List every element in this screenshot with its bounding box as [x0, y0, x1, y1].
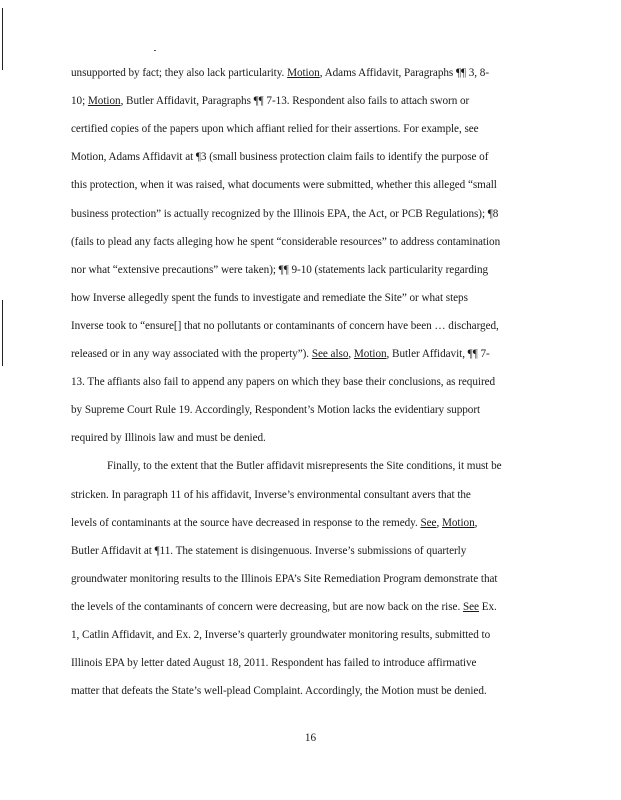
text-segment: , — [474, 516, 478, 529]
text-line — [71, 573, 497, 585]
text-segment: the levels of the contaminants of concern were decreasing, but are now back on the rise. — [71, 600, 463, 613]
underlined-citation: Motion — [441, 516, 475, 529]
text-segment: Finally, to the extent that the Butler affidavit misrepresents the Site conditions, it must be — [107, 460, 502, 473]
text-segment: Butler Affidavit at ¶11. The statement is disingenuous. Inverse’s submissions of quarterly — [71, 544, 467, 557]
text-segment: , Butler Affidavit, Paragraphs ¶¶ 7-13. Respondent also fails to attach sworn or — [120, 95, 470, 108]
text-segment: 10; — [71, 95, 88, 108]
text-segment: Illinois EPA by letter dated August 18, 2011. Respondent has failed to introduce affirmative — [71, 657, 477, 670]
underlined-citation: See also — [311, 348, 349, 360]
text-line — [71, 601, 497, 613]
text-line — [71, 432, 266, 444]
underlined-citation: Motion — [287, 67, 320, 79]
text-segment: , — [436, 516, 442, 529]
text-segment: certified copies of the papers upon which affiant relied for their assertions. For example, see — [71, 123, 479, 136]
text-segment: , Adams Affidavit, Paragraphs ¶¶ 3, 8- — [319, 67, 490, 79]
text-segment: groundwater monitoring results to the Illinois EPA’s Site Remediation Program demonstrate that — [71, 572, 498, 585]
underlined-citation: See — [462, 600, 479, 613]
text-line — [71, 685, 487, 697]
text-line — [71, 67, 489, 79]
text-segment: 1, Catlin Affidavit, and Ex. 2, Inverse’s quarterly groundwater monitoring results, submitted to — [71, 629, 491, 641]
text-segment: matter that defeats the State’s well-plead Complaint. Accordingly, the Motion must be denied. — [71, 685, 487, 698]
text-line — [71, 208, 498, 220]
text-segment: stricken. In paragraph 11 of his affidavit, Inverse’s environmental consultant avers that the — [71, 488, 471, 501]
scan-edge-mark-middle — [2, 300, 3, 366]
text-line — [71, 236, 500, 248]
text-line — [71, 264, 488, 276]
text-line — [71, 95, 469, 107]
text-line — [71, 545, 466, 557]
text-line — [71, 179, 497, 191]
scan-speck — [154, 50, 156, 51]
text-segment: nor what “extensive precautions” were taken); ¶¶ 9-10 (statements lack particularity regarding — [71, 263, 489, 276]
text-segment: Motion, Adams Affidavit at ¶3 (small business protection claim fails to identify the purpose of — [71, 151, 489, 164]
text-segment: Ex. — [478, 600, 497, 613]
text-segment: Inverse took to “ensure[] that no pollutants or contaminants of concern have been … discharged, — [71, 319, 499, 332]
text-line — [71, 151, 488, 163]
underlined-citation: Motion — [87, 95, 121, 108]
underlined-citation: Motion — [353, 348, 387, 360]
text-line — [71, 629, 490, 641]
page-number: 16 — [304, 732, 317, 744]
text-segment: levels of contaminants at the source have decreased in response to the remedy. — [71, 516, 421, 529]
text-line — [107, 460, 502, 472]
text-line — [71, 123, 479, 135]
text-line — [71, 657, 476, 669]
text-line — [71, 404, 480, 416]
text-segment: this protection, when it was raised, what documents were submitted, whether this alleged “small — [71, 179, 497, 192]
text-line — [71, 517, 477, 529]
text-segment: 13. The affiants also fail to append any papers on which they base their conclusions, as required — [71, 376, 496, 389]
text-line — [71, 489, 471, 501]
text-segment: unsupported by fact; they also lack particularity. — [71, 67, 288, 79]
text-segment: business protection” is actually recognized by the Illinois EPA, the Act, or PCB Regulations); ¶8 — [71, 207, 499, 220]
text-line — [71, 348, 490, 360]
text-segment: required by Illinois law and must be denied. — [71, 432, 266, 445]
text-line — [71, 320, 499, 332]
text-segment: , — [348, 348, 354, 360]
text-segment: (fails to plead any facts alleging how he spent “considerable resources” to address contamination — [71, 235, 501, 248]
text-line — [71, 292, 468, 304]
scan-edge-mark-top — [2, 8, 3, 70]
text-segment: by Supreme Court Rule 19. Accordingly, Respondent’s Motion lacks the evidentiary support — [71, 404, 481, 417]
text-segment: released or in any way associated with the property”). — [71, 348, 312, 360]
underlined-citation: See — [420, 516, 437, 529]
text-segment: , Butler Affidavit, ¶¶ 7- — [386, 348, 490, 360]
text-segment: how Inverse allegedly spent the funds to investigate and remediate the Site” or what steps — [71, 291, 468, 304]
text-line — [71, 376, 495, 388]
